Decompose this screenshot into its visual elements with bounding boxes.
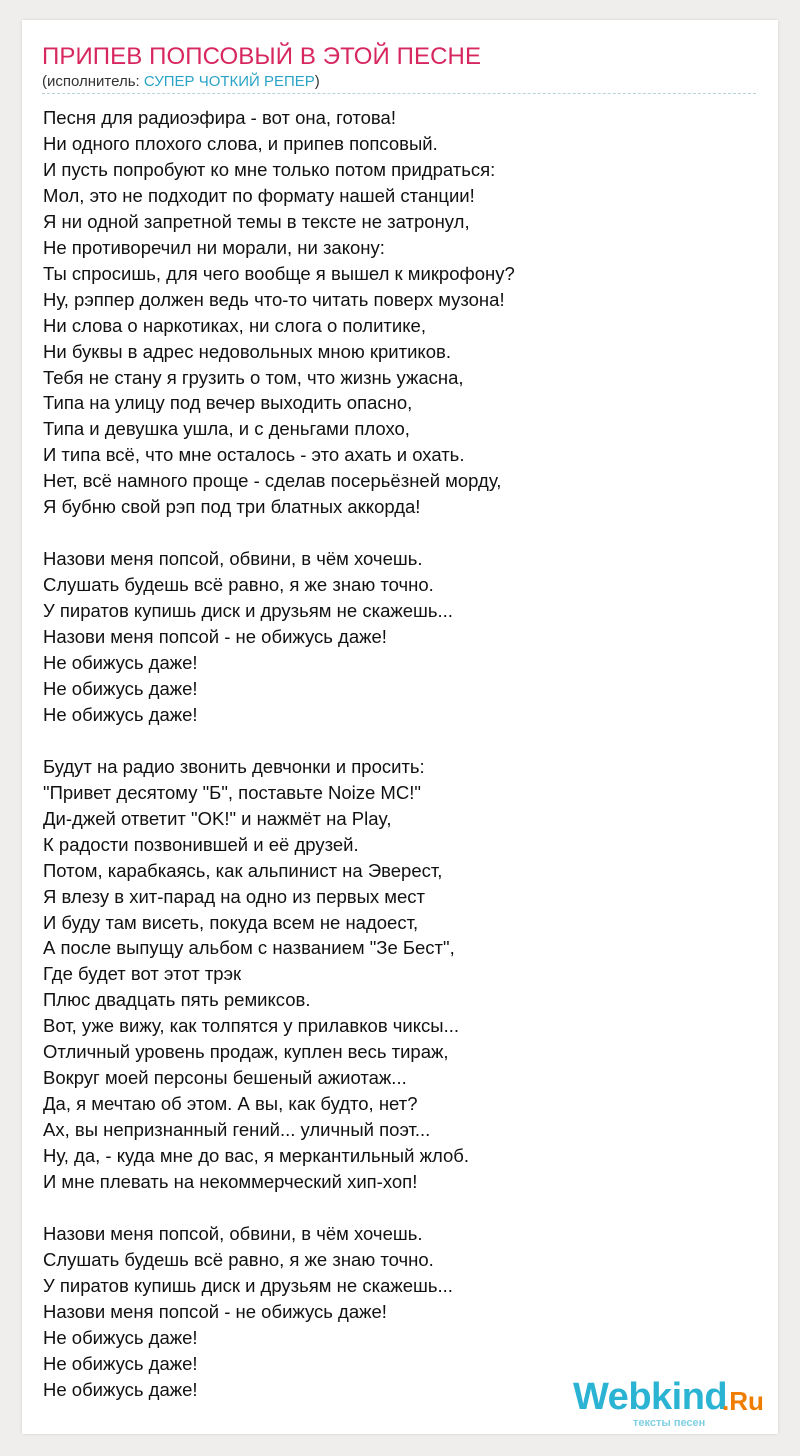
lyric-line: "Привет десятому "Б", поставьте Noize MC!" [43, 781, 421, 803]
lyric-line: Я бубню свой рэп под три блатных аккорда! [43, 496, 421, 518]
artist-link[interactable]: СУПЕР ЧОТКИЙ РЕПЕР [143, 73, 315, 90]
lyric-line: Отличный уровень продаж, куплен весь тираж, [43, 1041, 449, 1063]
lyric-line: Мол, это не подходит по формату нашей станции! [43, 184, 475, 206]
lyric-line: Потом, карабкаясь, как альпинист на Эверест, [43, 859, 443, 881]
artist-line [42, 73, 320, 91]
lyric-line: Да, я мечтаю об этом. А вы, как будто, нет? [43, 1093, 418, 1115]
lyric-line: И мне плевать на некоммерческий хип-хоп! [43, 1171, 418, 1193]
lyric-line: Где будет вот этот трэк [43, 963, 242, 985]
lyric-line: Назови меня попсой, обвини, в чём хочешь. [43, 1222, 423, 1244]
lyric-line: Ни одного плохого слова, и припев попсовый. [43, 132, 438, 154]
lyrics-page [22, 20, 778, 1434]
lyrics-body [43, 105, 515, 1429]
lyric-line: Назови меня попсой, обвини, в чём хочешь. [43, 548, 423, 570]
lyric-line: Ди-джей ответит "OK!" и нажмёт на Play, [43, 807, 392, 829]
lyrics-stanza [43, 105, 515, 520]
webkind-logo [568, 1374, 768, 1430]
lyric-line: У пиратов купишь диск и друзьям не скажешь... [43, 600, 453, 622]
title-divider [42, 93, 756, 94]
lyric-line: И буду там висеть, покуда всем не надоест, [43, 911, 419, 933]
lyrics-stanza [43, 546, 515, 728]
lyric-line: У пиратов купишь диск и друзьям не скажешь... [43, 1274, 453, 1296]
lyric-line: Плюс двадцать пять ремиксов. [43, 989, 311, 1011]
lyric-line: Не обижусь даже! [43, 1352, 198, 1374]
logo-tagline: тексты песен [633, 1417, 706, 1429]
lyric-line: Ах, вы непризнанный гений... уличный поэт... [43, 1119, 431, 1141]
lyric-line: Не обижусь даже! [43, 703, 198, 725]
lyric-line: А после выпущу альбом с названием "Зе Бест", [43, 937, 455, 959]
lyric-line: Типа и девушка ушла, и с деньгами плохо, [43, 418, 410, 440]
lyric-line: И пусть попробуют ко мне только потом придраться: [43, 158, 496, 180]
lyric-line: Тебя не стану я грузить о том, что жизнь ужасна, [43, 366, 464, 388]
logo-tld: .Ru [722, 1386, 764, 1416]
lyric-line: Не обижусь даже! [43, 1378, 198, 1400]
lyric-line: Вот, уже вижу, как толпятся у прилавков чиксы... [43, 1015, 460, 1037]
lyric-line: Слушать будешь всё равно, я же знаю точно. [43, 1248, 434, 1270]
lyric-line: Не обижусь даже! [43, 1326, 198, 1348]
lyric-line: Ни слова о наркотиках, ни слога о политике, [43, 314, 426, 336]
lyric-line: Ты спросишь, для чего вообще я вышел к микрофону? [43, 262, 515, 284]
lyric-line: Типа на улицу под вечер выходить опасно, [43, 392, 413, 414]
lyric-line: Не обижусь даже! [43, 677, 198, 699]
lyric-line: Я ни одной запретной темы в тексте не затронул, [43, 210, 470, 232]
lyrics-stanza [43, 754, 515, 1195]
lyric-line: И типа всё, что мне осталось - это ахать и охать. [43, 444, 465, 466]
lyric-line: Я влезу в хит-парад на одно из первых мест [43, 885, 426, 907]
lyric-line: Нет, всё намного проще - сделав посерьёзней морду, [43, 470, 502, 492]
lyric-line: К радости позвонившей и её друзей. [43, 833, 359, 855]
lyric-line: Песня для радиоэфира - вот она, готова! [43, 107, 396, 128]
lyric-line: Вокруг моей персоны бешеный ажиотаж... [43, 1067, 407, 1089]
lyric-line: Назови меня попсой - не обижусь даже! [43, 626, 387, 648]
artist-prefix: (исполнитель: [42, 73, 144, 90]
lyric-line: Ну, да, - куда мне до вас, я меркантильный жлоб. [43, 1145, 469, 1167]
lyric-line: Не обижусь даже! [43, 652, 198, 673]
lyric-line: Будут на радио звонить девчонки и просить: [43, 755, 425, 777]
lyric-line: Не противоречил ни морали, ни закону: [43, 236, 385, 258]
song-title: ПРИПЕВ ПОПСОВЫЙ В ЭТОЙ ПЕСНЕ [42, 43, 482, 70]
lyric-line: Ни буквы в адрес недовольных мною критиков. [43, 340, 451, 362]
lyric-line: Слушать будешь всё равно, я же знаю точно. [43, 574, 434, 596]
lyric-line: Назови меня попсой - не обижусь даже! [43, 1300, 387, 1322]
lyrics-stanza [43, 1221, 515, 1403]
artist-suffix: ) [314, 73, 320, 90]
lyric-line: Ну, рэппер должен ведь что-то читать поверх музона! [43, 288, 505, 310]
logo-brand: Webkind [573, 1376, 728, 1418]
